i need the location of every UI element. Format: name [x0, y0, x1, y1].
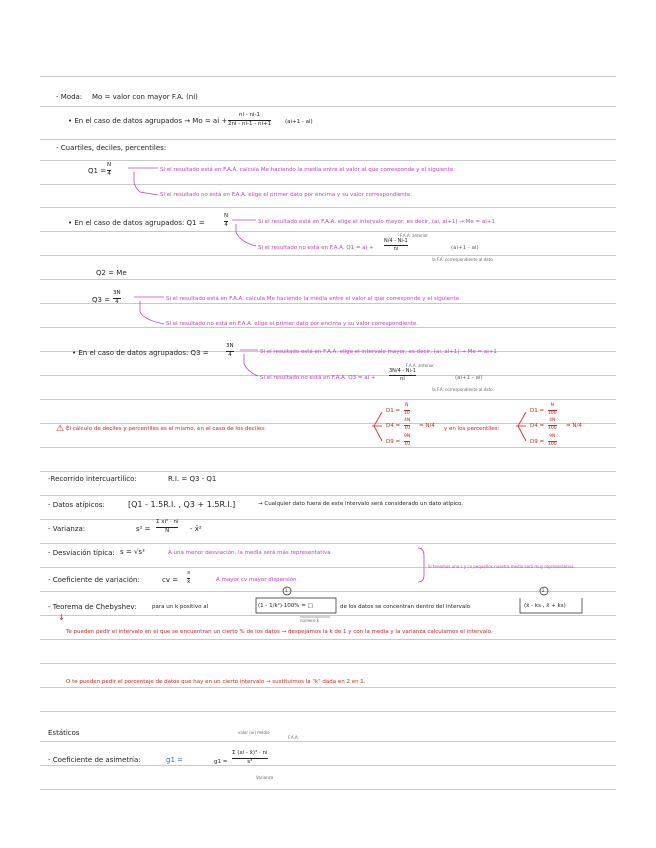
varianza-label: - Varianza:: [48, 525, 86, 533]
moda-frac-den: 2ni - ni-1 - ni+1: [228, 120, 272, 127]
moda-definition: Mo = valor con mayor F.A. (ni): [92, 93, 198, 101]
decile-item: D1 =: [386, 408, 401, 414]
chebyshev-text2: de los datos se concentran dentro del intervalo: [340, 604, 471, 610]
percentile-item: D9 =: [530, 439, 545, 445]
chebyshev-marker-2: 2: [542, 588, 545, 593]
estaticos-heading: Estáticos: [48, 729, 80, 737]
grouped-q1-note-bottom: la F.A. correspondiente al dato: [432, 257, 493, 262]
chebyshev-marker-1: 1: [285, 588, 288, 593]
percentile-frac: 9N 100: [548, 434, 557, 447]
coef-var-formula: cv =: [162, 576, 179, 584]
ruled-line: [40, 279, 616, 280]
grouped-q3-frac: 3N/4 - Ni-1 ni: [389, 368, 416, 382]
grouped-q3-note-bottom: la F.A. correspondiente al dato: [432, 387, 493, 392]
asimetria-label: - Coeficiente de asimetría:: [48, 756, 141, 764]
q1-fraction: [107, 163, 111, 177]
atipicos-interval: [Q1 - 1.5R.I. , Q3 + 1.5R.I.]: [128, 500, 236, 509]
grouped-q1-rule-found: Si el resultado está en F.A.A. elige el intervalo mayor, es decir, (ai, ai+1) → Me = ai+1: [258, 219, 495, 225]
q1-rule-not-found: Si el resultado no está en F.A.A. elige el primer dato por encima y su valor correspondiente.: [160, 192, 413, 198]
ruled-line: [40, 663, 616, 664]
chebyshev-interval: (x̄ - ks , x̄ + ks): [524, 603, 566, 609]
desviacion-label: - Desviación típica:: [48, 549, 115, 557]
moda-tail: (ai+1 - ai): [285, 119, 313, 125]
percentile-extra: = N/4: [566, 423, 582, 429]
varianza-fraction: Σ xi² · ni N: [156, 519, 179, 534]
desviacion-note: A una menor desviación, la media será más representativa: [168, 550, 331, 556]
percentile-frac: 4N 100: [548, 418, 557, 431]
ruled-line: [40, 687, 616, 688]
connector-line: [244, 354, 258, 376]
grouped-q3-fraction: 3N 4: [226, 343, 234, 358]
asimetria-formula-lhs: g1 =: [214, 759, 228, 765]
bracket-stroke: [418, 548, 424, 582]
q3-rule-not-found: Si el resultado no está en F.A.A. elige el primer dato por encima y su valor correspondiente.: [166, 321, 419, 327]
ruled-line: [40, 741, 616, 742]
grouped-q3-note-top: F.A.A. anterior: [406, 363, 434, 368]
grouped-q1-frac: N/4 - Ni-1 ni: [384, 238, 408, 252]
grouped-q1-rule-not-found: Si el resultado no está en F.A.A. Q1 = ai +: [258, 245, 374, 251]
grouped-q1-fraction: N 4: [224, 213, 229, 228]
decile-item: D4 =: [386, 423, 401, 429]
brace-stroke: [372, 412, 382, 441]
chebyshev-label: - Teorema de Chebyshev:: [48, 603, 137, 611]
ruled-line: [40, 76, 616, 77]
connector-line: [236, 224, 256, 246]
brace-stroke: [516, 412, 526, 441]
ruled-line: [40, 615, 616, 616]
decile-item: D9 =: [386, 439, 401, 445]
ruled-line: [40, 231, 616, 232]
q1-frac-num: N: [107, 162, 112, 168]
moda-fraction: [228, 113, 271, 127]
chebyshev-box-expr: (1 - 1/k²)·100% = □: [258, 603, 313, 609]
moda-grouped-intro: • En el caso de datos agrupados → Mo = ai +: [68, 117, 228, 125]
ruled-line: [40, 639, 616, 640]
grouped-q1-note-top: F.A.A. anterior: [400, 233, 428, 238]
ruled-line: [40, 711, 616, 712]
chebyshev-line1: Te pueden pedir el intervalo en el que se encuentran un cierto % de los datos → despejamos la k de 1 y con la media y la varianza calculamos el intervalo.: [66, 629, 493, 635]
ruled-line: [40, 588, 616, 593]
decile-extra: = N/4: [419, 423, 435, 429]
ruled-line: [40, 106, 616, 107]
coef-var-fraction: s x̄: [187, 570, 191, 585]
asimetria-note-top-right: F.A.A.: [288, 735, 299, 740]
asimetria-fraction: Σ (xi - x̄)³ · ni s³: [232, 750, 268, 765]
rango-label: -Recorrido intercuartílico:: [48, 475, 137, 483]
decile-frac: N 10: [404, 403, 410, 416]
grouped-q1-tail: (ai+1 - ai): [451, 245, 479, 251]
q3-formula: Q3 =: [92, 296, 111, 304]
decile-frac: 4N 10: [404, 418, 411, 431]
grouped-q3-intro: • En el caso de datos agrupados: Q3 =: [72, 349, 209, 357]
atipicos-desc: → Cualquier dato fuera de este intervalo será considerado un dato atípico.: [258, 501, 464, 507]
q3-rule-found: Si el resultado está en F.A.A. calcula Me haciendo la media entre el valor al que corresponde y el siguiente.: [166, 296, 461, 302]
moda-label: - Moda:: [56, 93, 83, 101]
ruled-line: [40, 543, 616, 544]
chebyshev-text1: para un k positivo al: [152, 604, 209, 610]
warning-icon: ⚠: [56, 424, 65, 434]
grouped-q3-rule-not-found: Si el resultado no está en F.A.A. Q3 = ai +: [260, 375, 376, 381]
ruled-line: [40, 184, 616, 185]
asimetria-note-top-left: valor (xi) medio: [238, 730, 270, 735]
q1-frac-den: 4: [107, 170, 111, 177]
q2-formula: Q2 = Me: [96, 269, 127, 277]
ruled-line: [40, 207, 616, 208]
ruled-line: [40, 255, 616, 256]
ruled-line: [40, 789, 616, 790]
rango-formula: R.I. = Q3 - Q1: [168, 475, 217, 483]
q3-fraction: 3N 4: [113, 290, 121, 305]
down-arrow-icon: ↓: [58, 613, 65, 622]
ruled-line: [40, 399, 616, 400]
ruled-line: [40, 765, 616, 766]
chebyshev-line2: O te pueden pedir el porcentaje de datos que hay en un cierto intervalo → sustituimos la "k" dada en 2 en 1.: [66, 679, 366, 685]
ruled-line: [40, 139, 616, 140]
ruled-line: [40, 519, 616, 520]
q1-formula: Q1 =: [88, 167, 107, 175]
q1-rule-found: Si el resultado está en F.A.A. calcula Me haciendo la media entre el valor al que corresponde y el siguiente.: [160, 167, 455, 173]
varianza-formula: s² =: [136, 525, 151, 533]
ruled-line: [40, 495, 616, 496]
grouped-q3-rule-found: Si el resultado está en F.A.A. elige el intervalo mayor, es decir, (ai, ai+1) → Me = ai+1: [260, 349, 497, 355]
varianza-tail: - x̄²: [190, 525, 202, 533]
grouped-q1-intro: • En el caso de datos agrupados: Q1 =: [68, 219, 205, 227]
asimetria-note-bottom: Varianza: [256, 775, 274, 780]
decile-frac: 9N 10: [404, 434, 411, 447]
desviacion-formula: s = √s²: [120, 548, 145, 556]
cuartiles-label: - Cuartiles, deciles, percentiles:: [56, 144, 167, 152]
coef-var-note: A mayor cv mayor dispersión: [216, 577, 297, 583]
deciles-warning: El cálculo de deciles y percentiles es el mismo, en el caso de los deciles:: [66, 426, 266, 432]
grouped-q3-tail: (ai+1 - ai): [455, 375, 483, 381]
ruled-line: [40, 471, 616, 472]
percentile-item: D4 =: [530, 423, 545, 429]
percentile-item: D1 =: [530, 408, 545, 414]
asimetria-symbol: g1 =: [166, 756, 183, 764]
bracket-note: Si tenemos una s y cv pequeños nuestra media será muy representativa.: [428, 564, 575, 569]
atipicos-label: - Datos atípicos:: [48, 501, 105, 509]
ruled-line: [40, 303, 616, 304]
percentile-frac: N 100: [548, 403, 557, 416]
ruled-line: [40, 160, 616, 161]
coef-var-label: - Coeficiente de variación:: [48, 576, 140, 584]
ruled-line: [40, 447, 616, 448]
moda-frac-num: ni - ni-1: [239, 112, 261, 118]
connector-line: [140, 301, 164, 324]
chebyshev-under-note: número k: [300, 618, 320, 623]
percentiles-label: y en los percentiles:: [444, 426, 500, 432]
